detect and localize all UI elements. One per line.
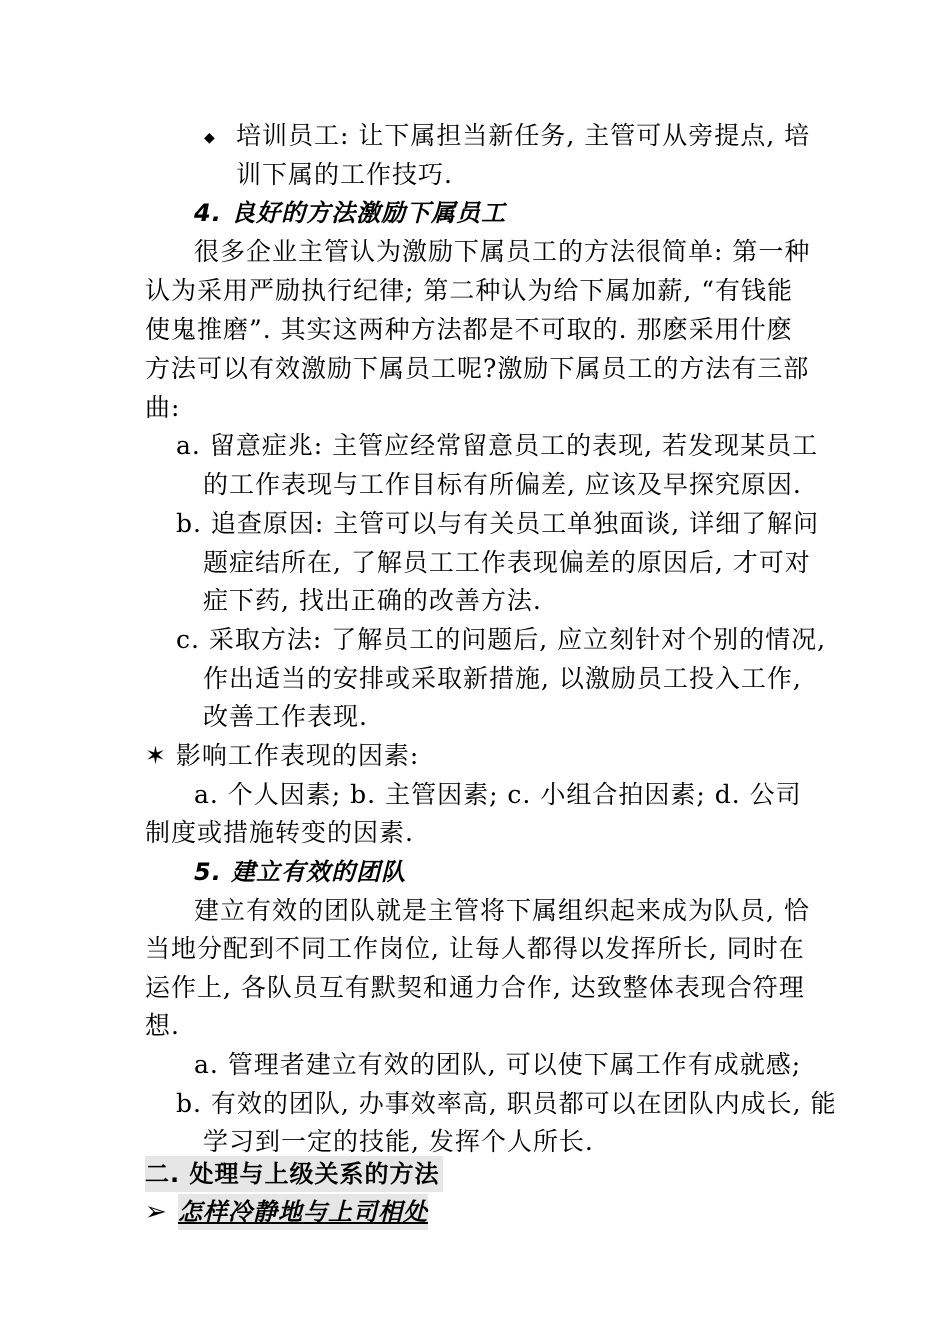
section4-para-line: 认为采用严励执行纪律; 第二种认为给下属加薪, “有钱能 <box>145 276 794 305</box>
step-c-line: 改善工作表现. <box>203 702 368 731</box>
section5-point-b-line: b. 有效的团队, 办事效率高, 职员都可以在团队内成长, 能 <box>176 1089 837 1118</box>
bullet-line-1: 培训员工: 让下属担当新任务, 主管可从旁提点, 培 <box>236 121 811 150</box>
step-a-line: 的工作表现与工作目标有所偏差, 应该及早探究原因. <box>203 470 802 499</box>
section5-para-line: 运作上, 各队员互有默契和通力合作, 达致整体表现合符理 <box>145 973 805 1002</box>
arrow-bullet-icon: ➢ <box>145 1197 167 1227</box>
section5-para-line: 当地分配到不同工作岗位, 让每人都得以发挥所长, 同时在 <box>145 934 805 963</box>
diamond-bullet-icon: ◆ <box>204 130 215 146</box>
factors-line: 制度或措施转变的因素. <box>145 818 414 847</box>
section4-para-line: 使鬼推磨”. 其实这两种方法都是不可取的. 那麽采用什麽 <box>145 315 793 344</box>
section5-point-b-line: 学习到一定的技能, 发挥个人所长. <box>203 1127 594 1156</box>
section4-para-line: 曲: <box>145 393 181 422</box>
step-c-line: 作出适当的安排或采取新措施, 以激励员工投入工作, <box>203 664 802 693</box>
part2-subheading: 怎样冷静地与上司相处 <box>178 1194 428 1230</box>
step-c-line: c. 采取方法: 了解员工的问题后, 应立刻针对个别的情况, <box>176 625 827 654</box>
step-b-line: b. 追查原因: 主管可以与有关员工单独面谈, 详细了解问 <box>176 509 820 538</box>
part2-heading: 二. 处理与上级关系的方法 <box>145 1156 443 1192</box>
step-a-line: a. 留意症兆: 主管应经常留意员工的表现, 若发现某员工 <box>176 431 819 460</box>
section4-para-line: 方法可以有效激励下属员工呢?激励下属员工的方法有三部 <box>145 354 810 383</box>
section4-heading: 4. 良好的方法激励下属员工 <box>194 199 507 227</box>
section5-para-line: 想. <box>145 1011 180 1040</box>
factors-line: a. 个人因素; b. 主管因素; c. 小组合拍因素; d. 公司 <box>194 780 802 809</box>
step-b-line: 症下药, 找出正确的改善方法. <box>203 586 542 615</box>
section4-para-line: 很多企业主管认为激励下属员工的方法很简单: 第一种 <box>194 237 811 266</box>
section5-heading: 5. 建立有效的团队 <box>194 858 407 886</box>
section5-point-a: a. 管理者建立有效的团队, 可以使下属工作有成就感; <box>194 1050 802 1079</box>
step-b-line: 题症结所在, 了解员工工作表现偏差的原因后, 才可对 <box>203 548 811 577</box>
bullet-line-2: 训下属的工作技巧. <box>236 160 453 189</box>
section5-para-line: 建立有效的团队就是主管将下属组织起来成为队员, 恰 <box>194 896 810 925</box>
factors-title: ✶ 影响工作表现的因素: <box>145 741 420 770</box>
